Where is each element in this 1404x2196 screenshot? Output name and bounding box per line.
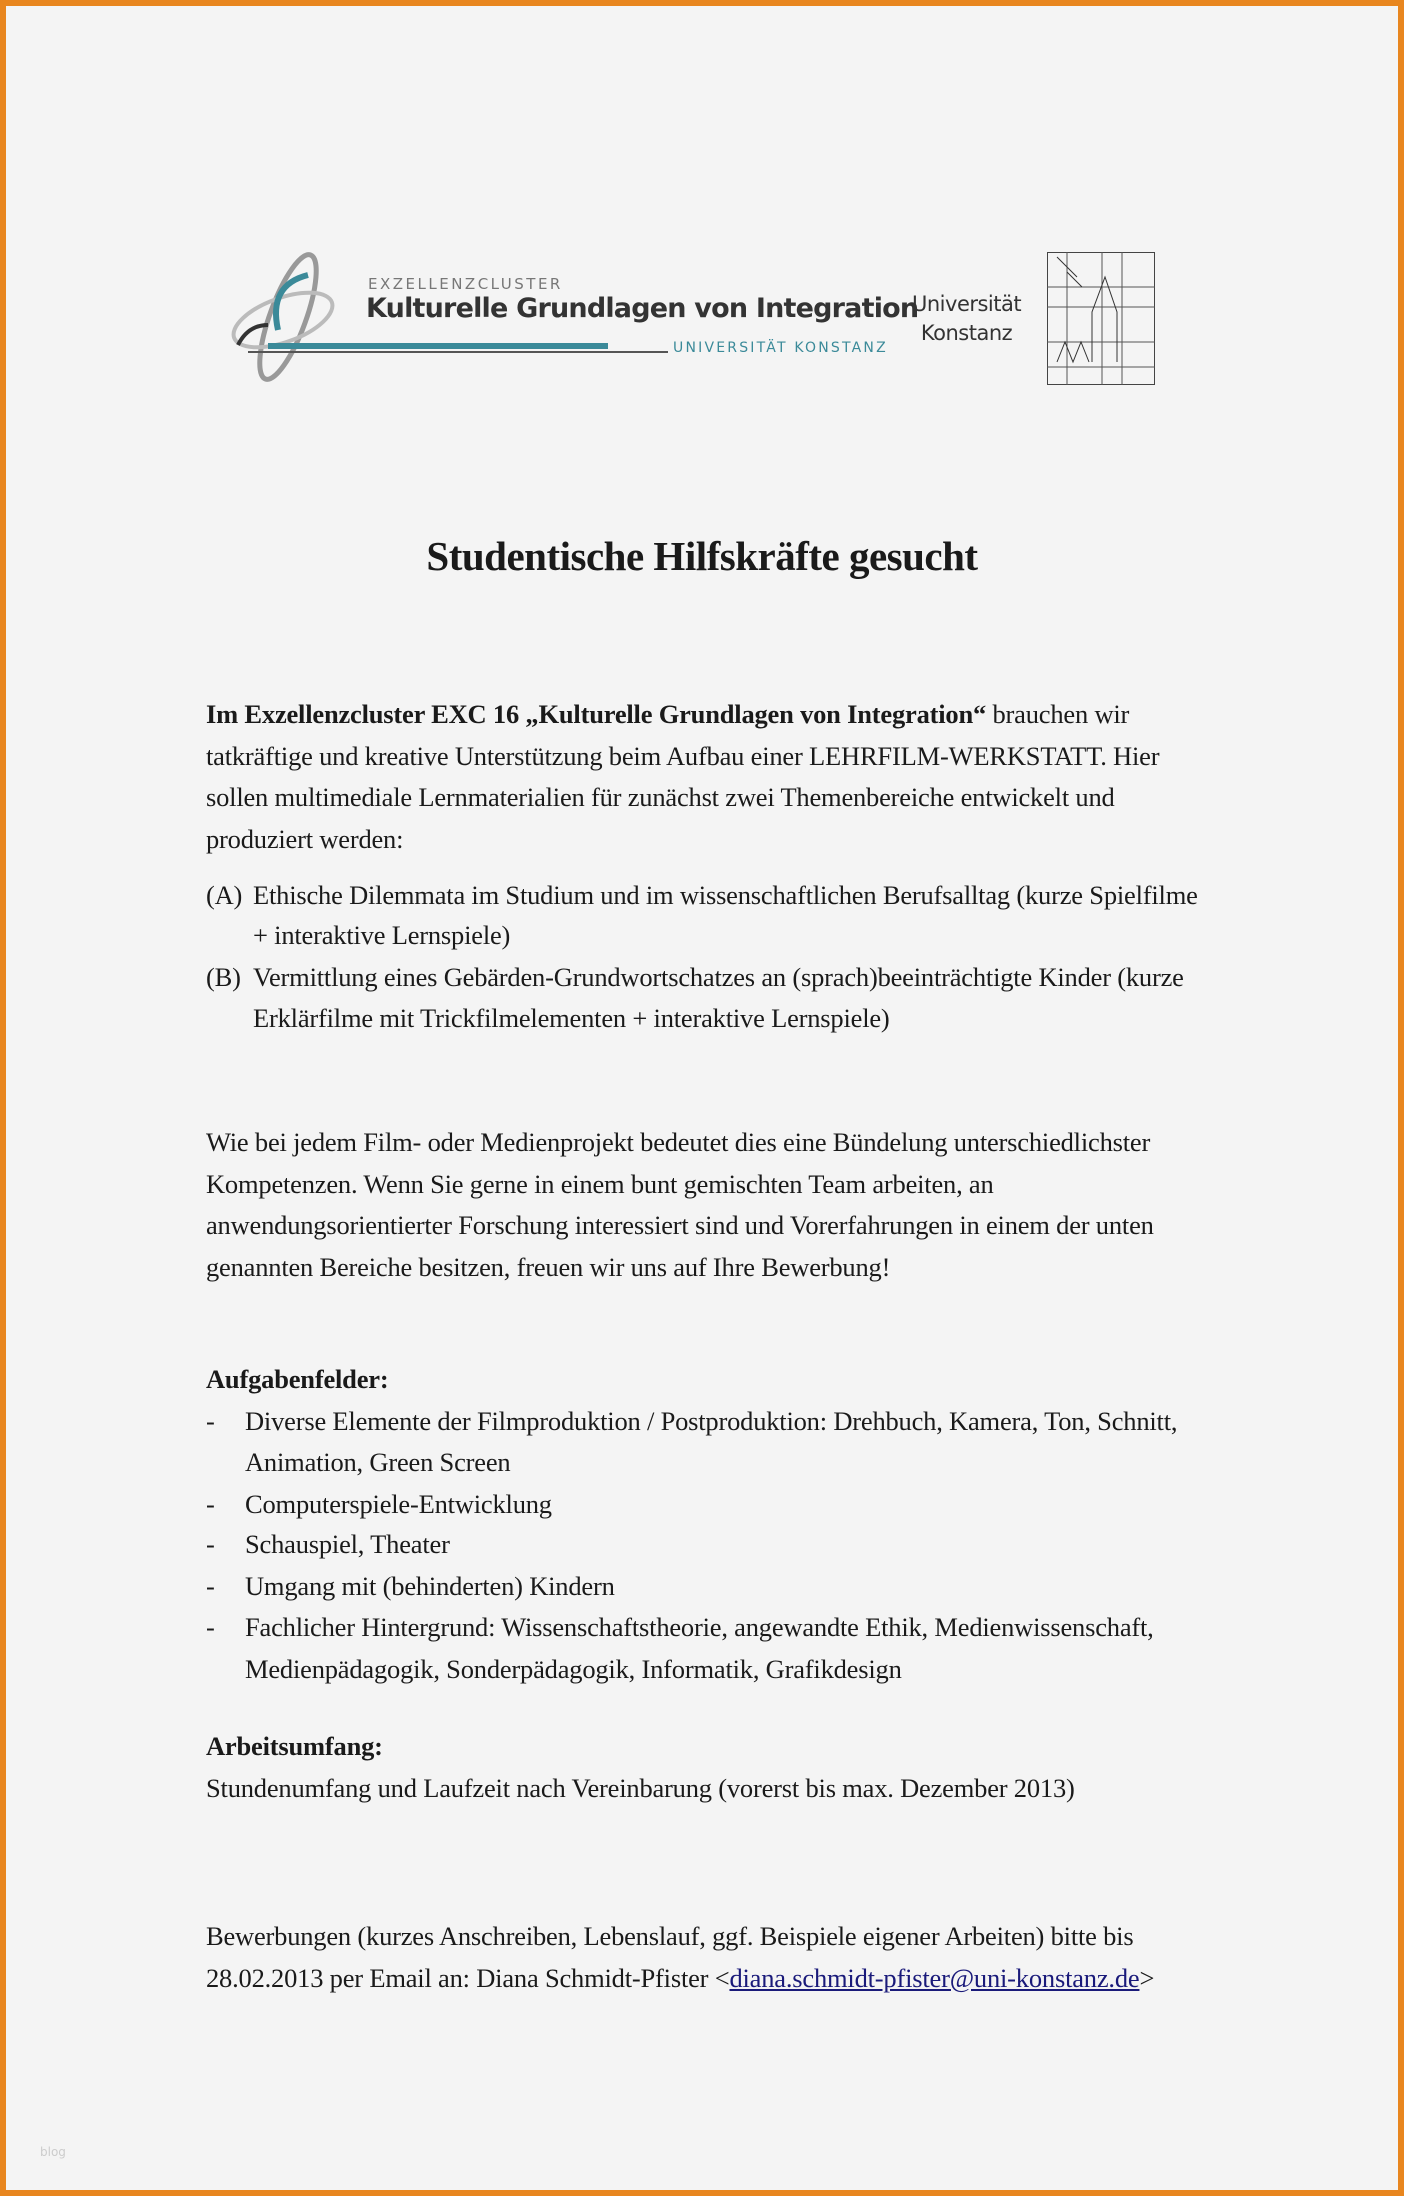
task-item: Animation, Green Screen [245, 1447, 511, 1477]
uni-konstanz-wordmark [912, 290, 1021, 348]
apply-text: 28.02.2013 per Email an: Diana Schmidt-Pfister < [206, 1963, 730, 1993]
task-item: Fachlicher Hintergrund: Wissenschaftstheorie, angewandte Ethik, Medienwissenschaft, [245, 1612, 1154, 1642]
topic-text: Erklärfilme mit Trickfilmelementen + interaktive Lernspiele) [253, 1003, 890, 1033]
cluster-sub: UNIVERSITÄT KONSTANZ [673, 340, 888, 356]
task-item: Schauspiel, Theater [245, 1529, 450, 1559]
intro-line: sollen multimediale Lernmaterialien für zunächst zwei Themenbereiche entwickelt und [206, 782, 1115, 812]
paragraph-line: Wie bei jedem Film- oder Medienprojekt bedeutet dies eine Bündelung unterschiedlichster [206, 1127, 1151, 1157]
teal-bar [268, 343, 608, 349]
intro-line: tatkräftige und kreative Unterstützung beim Aufbau einer LEHRFILM-WERKSTATT. Hier [206, 741, 1160, 771]
cluster-logo [228, 245, 919, 385]
intro-rest: brauchen wir [986, 699, 1130, 729]
topic-label: (A) [206, 880, 243, 910]
topic-text: Ethische Dilemmata im Studium und im wissenschaftlichen Berufsalltag (kurze Spielfilme [253, 880, 1198, 910]
intro-line [206, 696, 1129, 732]
uni-konstanz-emblem-icon [1047, 252, 1155, 385]
task-item: Umgang mit (behinderten) Kindern [245, 1571, 615, 1601]
topic-text: + interaktive Lernspiele) [253, 920, 511, 950]
apply-line [206, 1960, 1154, 1996]
apply-text: > [1139, 1963, 1155, 1993]
cluster-name: Kulturelle Grundlagen von Integration [366, 293, 919, 324]
paragraph-line: Kompetenzen. Wenn Sie gerne in einem bunt gemischten Team arbeiten, an [206, 1169, 994, 1199]
uni-line1: Universität [912, 292, 1022, 316]
scope-text: Stundenumfang und Laufzeit nach Vereinbarung (vorerst bis max. Dezember 2013) [206, 1773, 1075, 1803]
topic-text: Vermittlung eines Gebärden-Grundwortschatzes an (sprach)beeinträchtigte Kinder (kurze [253, 962, 1184, 992]
paragraph-line: anwendungsorientierter Forschung interessiert sind und Vorerfahrungen in einem der unten [206, 1210, 1154, 1240]
bullet: - [206, 1529, 215, 1559]
intro-line: produziert werden: [206, 824, 404, 854]
bullet: - [206, 1612, 215, 1642]
topic-label: (B) [206, 962, 241, 992]
task-item: Computerspiele-Entwicklung [245, 1489, 552, 1519]
bullet: - [206, 1406, 215, 1436]
email-link[interactable]: diana.schmidt-pfister@uni-konstanz.de [729, 1963, 1140, 1993]
apply-line: Bewerbungen (kurzes Anschreiben, Lebenslauf, ggf. Beispiele eigener Arbeiten) bitte bis [206, 1921, 1134, 1951]
intro-bold: Im Exzellenzcluster EXC 16 „Kulturelle Grundlagen von Integration“ [206, 699, 987, 729]
tasks-heading: Aufgabenfelder: [206, 1364, 389, 1394]
paragraph-line: genannten Bereiche besitzen, freuen wir uns auf Ihre Bewerbung! [206, 1252, 891, 1282]
bullet: - [206, 1489, 215, 1519]
watermark: blog [40, 2145, 66, 2159]
bullet: - [206, 1571, 215, 1601]
uni-line2: Konstanz [920, 321, 1013, 345]
task-item: Medienpädagogik, Sonderpädagogik, Informatik, Grafikdesign [245, 1654, 902, 1684]
task-item: Diverse Elemente der Filmproduktion / Postproduktion: Drehbuch, Kamera, Ton, Schnitt, [245, 1406, 1178, 1436]
orbit-icon [228, 245, 368, 385]
rule [248, 351, 668, 353]
cluster-label: EXZELLENZCLUSTER [368, 275, 563, 293]
page-title: Studentische Hilfskräfte gesucht [426, 533, 978, 579]
scope-heading: Arbeitsumfang: [206, 1731, 383, 1761]
